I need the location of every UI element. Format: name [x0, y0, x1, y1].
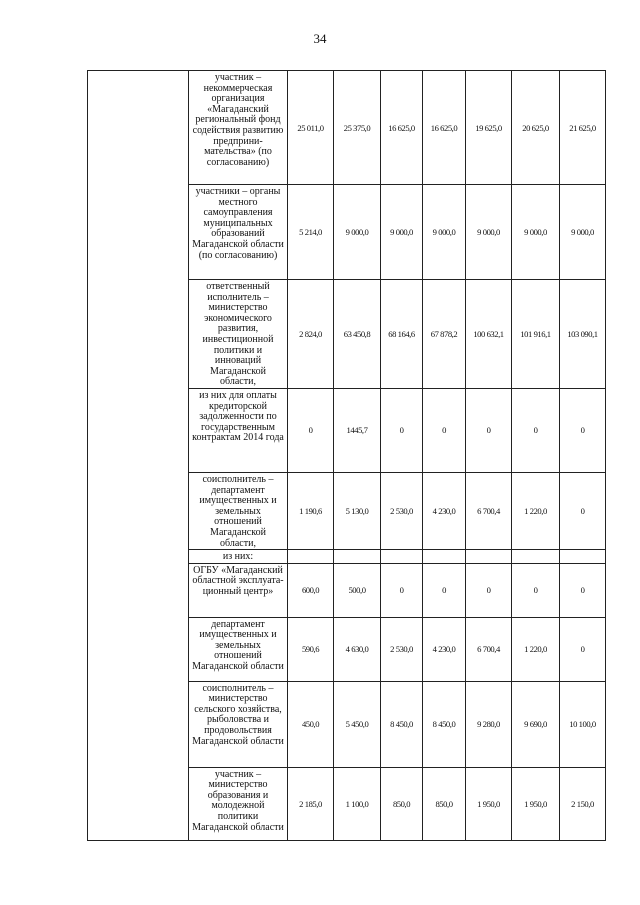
row-label: соисполнитель – министерство сельского хозяйства, рыболовства и продовольствия Магаданской области — [189, 681, 288, 767]
value-cell: 0 — [560, 563, 606, 617]
value-cell: 101 916,1 — [512, 280, 560, 389]
value-cell: 10 100,0 — [560, 681, 606, 767]
value-cell: 1 950,0 — [466, 767, 512, 840]
row-label: департамент имущественных и земельных отношений Магаданской области — [189, 617, 288, 681]
page-number: 34 — [313, 31, 327, 46]
value-cell: 9 000,0 — [512, 185, 560, 280]
value-cell: 5 130,0 — [334, 472, 381, 549]
value-cell: 6 700,4 — [466, 472, 512, 549]
value-cell: 9 000,0 — [334, 185, 381, 280]
value-cell: 0 — [288, 388, 334, 472]
value-cell: 500,0 — [334, 563, 381, 617]
value-cell: 850,0 — [423, 767, 466, 840]
value-cell: 9 000,0 — [381, 185, 423, 280]
value-cell: 0 — [512, 563, 560, 617]
value-cell: 1 190,6 — [288, 472, 334, 549]
value-cell: 8 450,0 — [423, 681, 466, 767]
value-cell: 0 — [466, 388, 512, 472]
value-cell: 0 — [381, 563, 423, 617]
value-cell: 25 375,0 — [334, 71, 381, 185]
value-cell: 2 824,0 — [288, 280, 334, 389]
value-cell: 0 — [560, 388, 606, 472]
value-cell: 16 625,0 — [423, 71, 466, 185]
value-cell: 1 220,0 — [512, 617, 560, 681]
row-label: из них: — [189, 550, 288, 564]
value-cell: 2 530,0 — [381, 472, 423, 549]
row-label: из них для оплаты кредиторской задолженности по государственным контрактам 2014 года — [189, 388, 288, 472]
table-row — [88, 71, 606, 185]
value-cell: 0 — [381, 388, 423, 472]
row-label: участник – некоммерческая организация «Магаданский региональный фонд содействия развитию предприни-мательства» (по согласованию) — [189, 71, 288, 185]
value-cell: 0 — [423, 388, 466, 472]
row-label: участники – органы местного самоуправления муниципальных образований Магаданской области (по согласованию) — [189, 185, 288, 280]
value-cell: 100 632,1 — [466, 280, 512, 389]
value-cell: 9 690,0 — [512, 681, 560, 767]
value-cell: 1445,7 — [334, 388, 381, 472]
value-cell: 1 100,0 — [334, 767, 381, 840]
budget-table — [87, 70, 606, 841]
value-cell — [334, 550, 381, 564]
value-cell — [423, 550, 466, 564]
row-label: ответственный исполнитель – министерство экономического развития, инвестиционной политики и инноваций Магаданской области, — [189, 280, 288, 389]
value-cell — [512, 550, 560, 564]
value-cell: 16 625,0 — [381, 71, 423, 185]
value-cell — [288, 550, 334, 564]
value-cell: 5 450,0 — [334, 681, 381, 767]
value-cell: 67 878,2 — [423, 280, 466, 389]
value-cell: 2 150,0 — [560, 767, 606, 840]
value-cell: 9 280,0 — [466, 681, 512, 767]
value-cell: 0 — [423, 563, 466, 617]
value-cell: 8 450,0 — [381, 681, 423, 767]
value-cell: 4 630,0 — [334, 617, 381, 681]
value-cell: 63 450,8 — [334, 280, 381, 389]
value-cell: 21 625,0 — [560, 71, 606, 185]
value-cell: 68 164,6 — [381, 280, 423, 389]
value-cell: 20 625,0 — [512, 71, 560, 185]
value-cell: 2 530,0 — [381, 617, 423, 681]
value-cell: 600,0 — [288, 563, 334, 617]
value-cell: 590,6 — [288, 617, 334, 681]
value-cell: 1 220,0 — [512, 472, 560, 549]
value-cell: 103 090,1 — [560, 280, 606, 389]
value-cell: 0 — [466, 563, 512, 617]
value-cell: 4 230,0 — [423, 472, 466, 549]
value-cell: 25 011,0 — [288, 71, 334, 185]
value-cell: 9 000,0 — [466, 185, 512, 280]
row-label: ОГБУ «Магаданский областной эксплуата-ционный центр» — [189, 563, 288, 617]
value-cell: 0 — [512, 388, 560, 472]
value-cell: 6 700,4 — [466, 617, 512, 681]
value-cell: 4 230,0 — [423, 617, 466, 681]
row-label: соисполнитель – департамент имущественных и земельных отношений Магаданской области, — [189, 472, 288, 549]
value-cell: 2 185,0 — [288, 767, 334, 840]
value-cell — [560, 550, 606, 564]
value-cell — [466, 550, 512, 564]
value-cell: 0 — [560, 472, 606, 549]
value-cell: 9 000,0 — [560, 185, 606, 280]
empty-left-cell — [88, 71, 189, 841]
value-cell — [381, 550, 423, 564]
value-cell: 5 214,0 — [288, 185, 334, 280]
value-cell: 0 — [560, 617, 606, 681]
value-cell: 450,0 — [288, 681, 334, 767]
value-cell: 1 950,0 — [512, 767, 560, 840]
value-cell: 19 625,0 — [466, 71, 512, 185]
value-cell: 850,0 — [381, 767, 423, 840]
row-label: участник – министерство образования и молодежной политики Магаданской области — [189, 767, 288, 840]
value-cell: 9 000,0 — [423, 185, 466, 280]
